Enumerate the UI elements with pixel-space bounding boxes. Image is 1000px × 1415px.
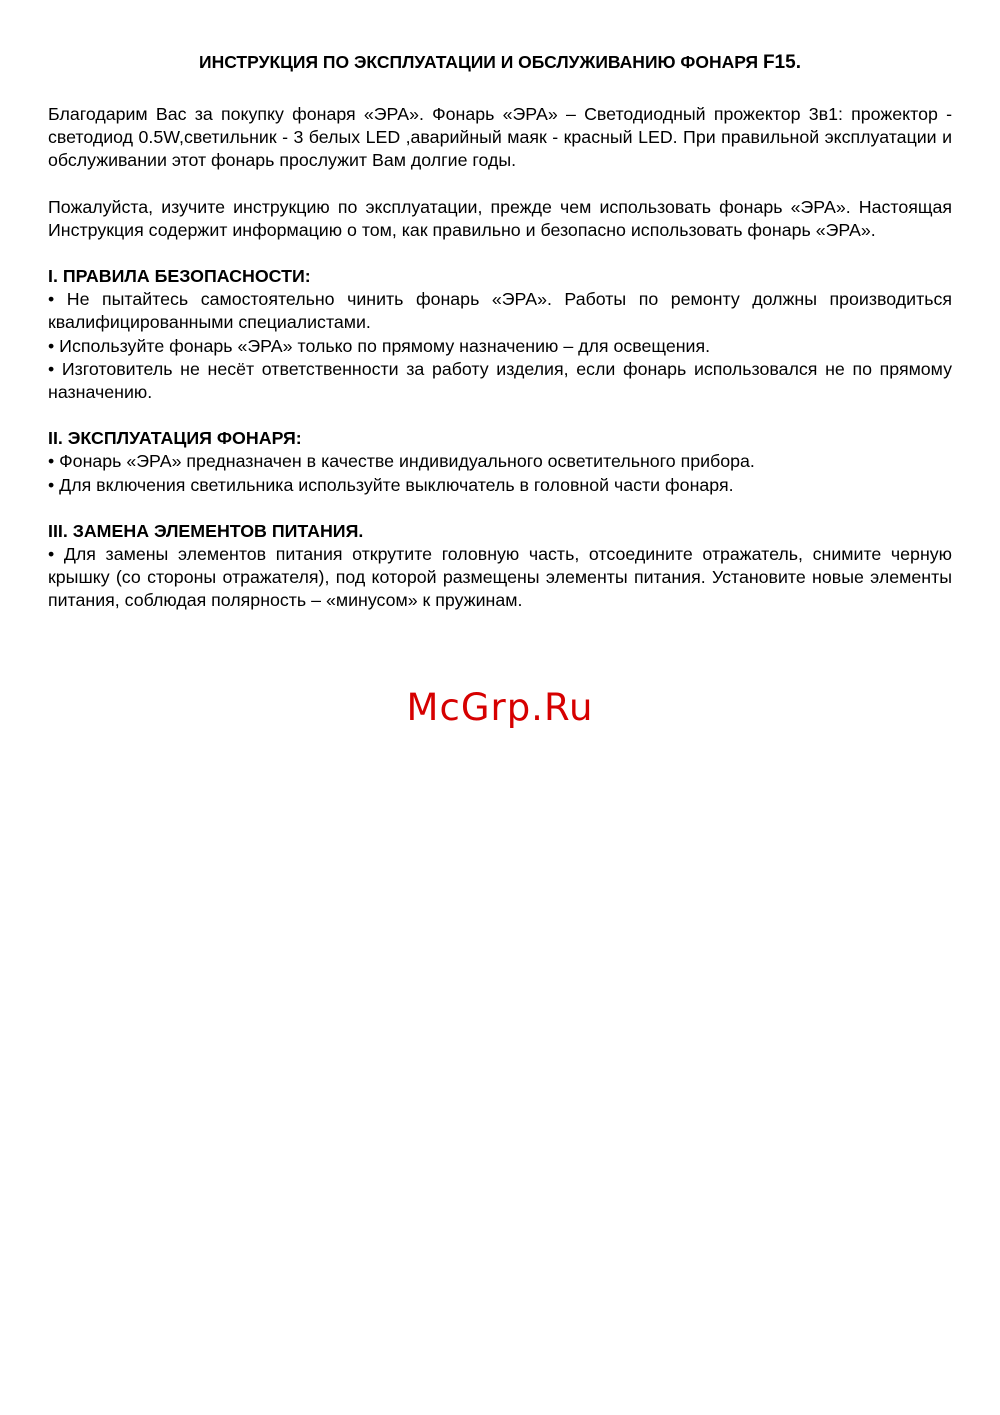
list-item: • Используйте фонарь «ЭРА» только по прямому назначению – для освещения. <box>48 335 711 356</box>
document-title <box>48 50 952 75</box>
intro-paragraph-1: Благодарим Вас за покупку фонаря «ЭРА». Фонарь «ЭРА» – Светодиодный прожектор 3в1: прожектор - светодиод 0.5W,светильник - 3 белых LED ,аварийный маяк - красный LED. При правильной эксплуатации и обслуживании этот фонарь прослужит Вам долгие годы. <box>48 104 952 171</box>
list-item: • Фонарь «ЭРА» предназначен в качестве индивидуального осветительного прибора. <box>48 451 755 472</box>
document-title-model: F15. <box>762 52 801 73</box>
intro-paragraph-2: Пожалуйста, изучите инструкцию по эксплуатации, прежде чем использовать фонарь «ЭРА». Настоящая Инструкция содержит информацию о том, как правильно и безопасно использовать фонарь «ЭРА». <box>48 196 952 240</box>
list-item: • Для замены элементов питания открутите головную часть, отсоедините отражатель, снимите черную крышку (со стороны отражателя), под которой размещены элементы питания. Установите новые элементы питания, соблюдая полярность – «минусом» к пружинам. <box>48 544 952 611</box>
list-item: • Не пытайтесь самостоятельно чинить фонарь «ЭРА». Работы по ремонту должны производиться квалифицированными специалистами. <box>48 289 952 333</box>
section-operation <box>48 427 952 497</box>
section-heading: II. ЭКСПЛУАТАЦИЯ ФОНАРЯ: <box>48 428 302 449</box>
document-title-text: ИНСТРУКЦИЯ ПО ЭКСПЛУАТАЦИИ И ОБСЛУЖИВАНИЮ ФОНАРЯ <box>199 52 759 72</box>
document-page <box>48 50 952 636</box>
section-heading: III. ЗАМЕНА ЭЛЕМЕНТОВ ПИТАНИЯ. <box>48 520 364 541</box>
watermark-logo: McGrp.Ru <box>406 686 594 729</box>
section-battery-replacement <box>48 520 952 613</box>
section-safety <box>48 265 952 404</box>
list-item: • Изготовитель не несёт ответственности за работу изделия, если фонарь использовался не по прямому назначению. <box>48 358 952 403</box>
section-heading: I. ПРАВИЛА БЕЗОПАСНОСТИ: <box>48 266 311 287</box>
list-item: • Для включения светильника используйте выключатель в головной части фонаря. <box>48 474 734 495</box>
